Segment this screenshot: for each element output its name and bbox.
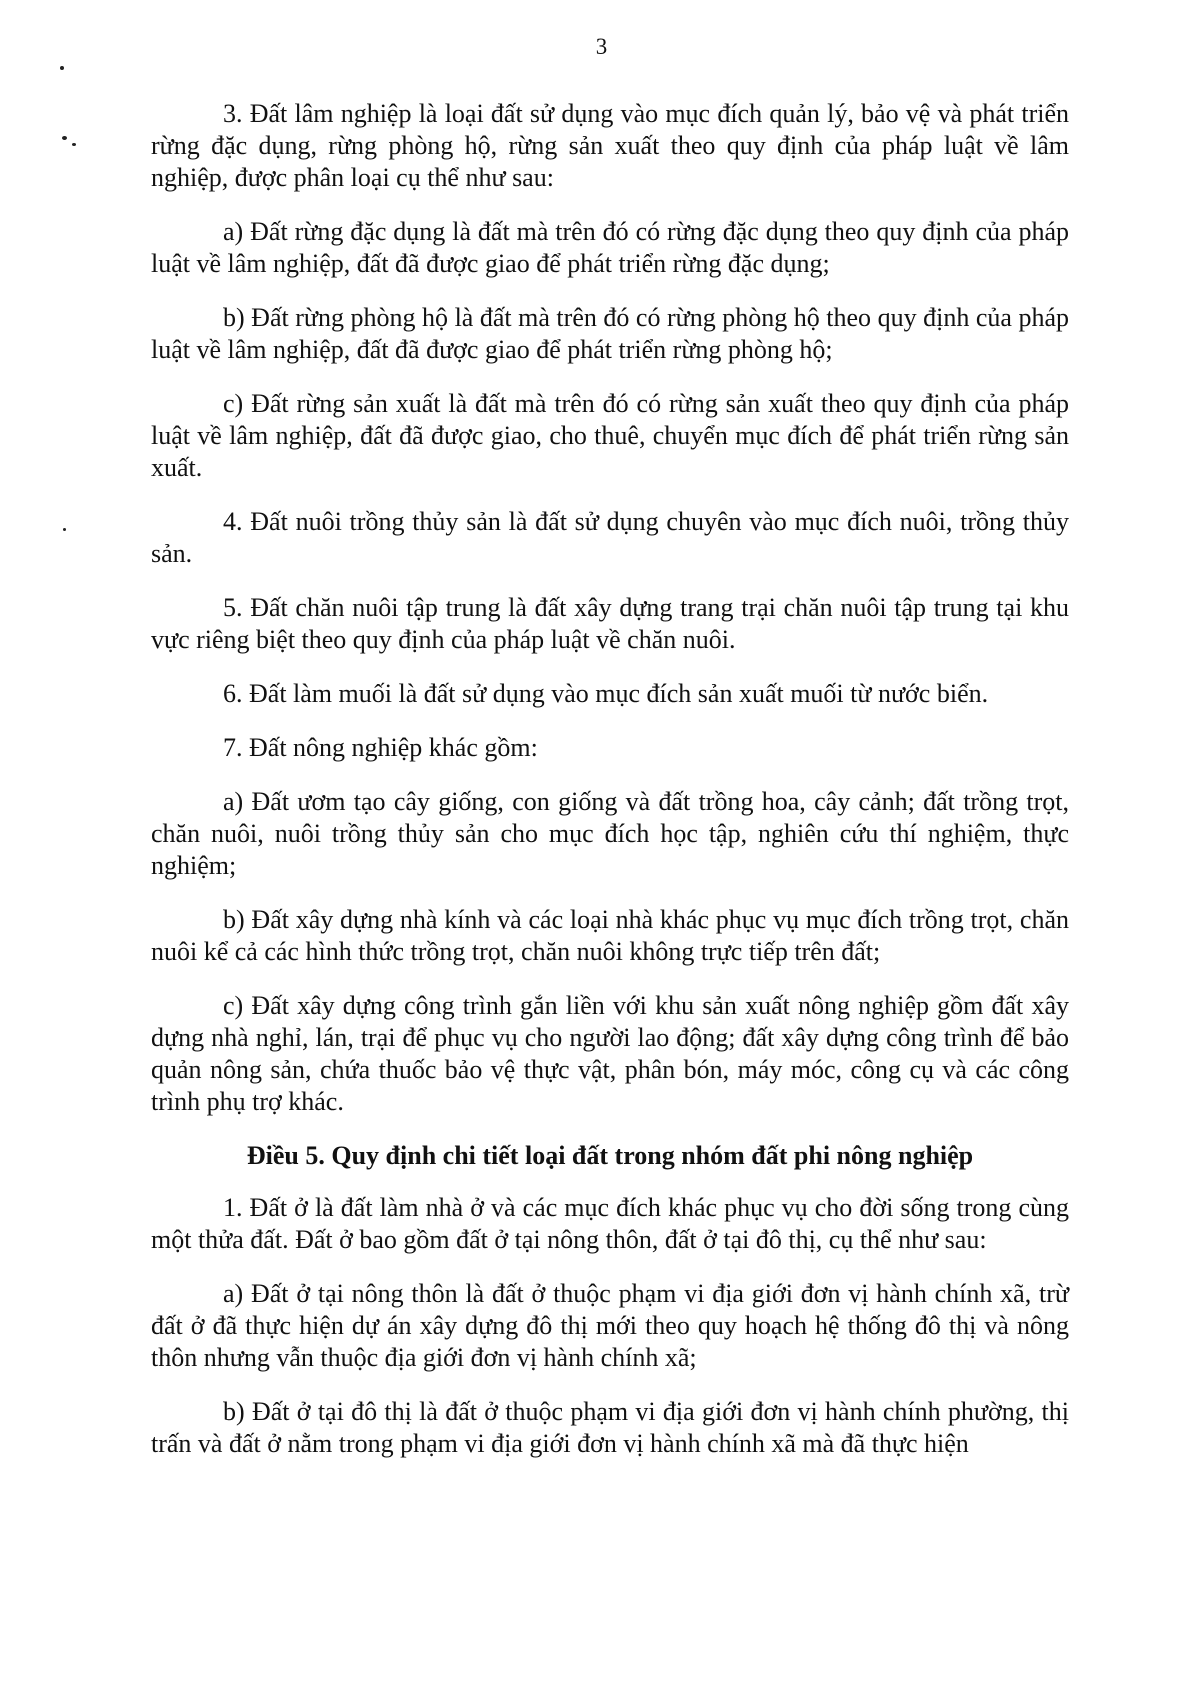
paragraph-article5-clause1: 1. Đất ở là đất làm nhà ở và các mục đích khác phục vụ cho đời sống trong cùng một thửa đất. Đất ở bao gồm đất ở tại nông thôn, đất ở tại đô thị, cụ thể như sau: (151, 1193, 1069, 1254)
paragraph-clause7-a: a) Đất ươm tạo cây giống, con giống và đất trồng hoa, cây cảnh; đất trồng trọt, chăn nuôi, nuôi trồng thủy sản cho mục đích học tập, nghiên cứu thí nghiệm, thực nghiệm; (151, 787, 1069, 880)
paragraph-article4-clause3: 3. Đất lâm nghiệp là loại đất sử dụng vào mục đích quản lý, bảo vệ và phát triển rừng đặc dụng, rừng phòng hộ, rừng sản xuất theo quy định của pháp luật về lâm nghiệp, được phân loại cụ thể như sau: (151, 99, 1069, 192)
paragraph-clause6: 6. Đất làm muối là đất sử dụng vào mục đích sản xuất muối từ nước biển. (223, 679, 989, 708)
article-heading: Điều 5. Quy định chi tiết loại đất trong nhóm đất phi nông nghiệp (246, 1141, 974, 1170)
paragraph-clause7-b: b) Đất xây dựng nhà kính và các loại nhà khác phục vụ mục đích trồng trọt, chăn nuôi kể cả các hình thức trồng trọt, chăn nuôi không trực tiếp trên đất; (151, 905, 1069, 966)
scan-speck (72, 143, 76, 146)
paragraph-clause3-b: b) Đất rừng phòng hộ là đất mà trên đó có rừng phòng hộ theo quy định của pháp luật về lâm nghiệp, đất đã được giao để phát triển rừng phòng hộ; (151, 303, 1069, 364)
scan-speck (60, 66, 64, 70)
paragraph-clause7: 7. Đất nông nghiệp khác gồm: (223, 733, 538, 762)
scan-speck (63, 528, 66, 531)
paragraph-clause7-c: c) Đất xây dựng công trình gắn liền với khu sản xuất nông nghiệp gồm đất xây dựng nhà nghỉ, lán, trại để phục vụ cho người lao động; đất xây dựng công trình để bảo quản nông sản, chứa thuốc bảo vệ thực vật, phân bón, máy móc, công cụ và các công trình phụ trợ khác. (151, 991, 1069, 1116)
paragraph-clause4: 4. Đất nuôi trồng thủy sản là đất sử dụng chuyên vào mục đích nuôi, trồng thủy sản. (151, 507, 1069, 568)
paragraph-clause5: 5. Đất chăn nuôi tập trung là đất xây dựng trang trại chăn nuôi tập trung tại khu vực riêng biệt theo quy định của pháp luật về chăn nuôi. (151, 593, 1069, 654)
paragraph-article5-clause1-b: b) Đất ở tại đô thị là đất ở thuộc phạm vi địa giới đơn vị hành chính phường, thị trấn và đất ở nằm trong phạm vi địa giới đơn vị hành chính xã mà đã thực hiện (151, 1397, 1069, 1458)
paragraph-clause3-c: c) Đất rừng sản xuất là đất mà trên đó có rừng sản xuất theo quy định của pháp luật về lâm nghiệp, đất đã được giao, cho thuê, chuyển mục đích để phát triển rừng sản xuất. (151, 389, 1069, 482)
document-body (151, 98, 1069, 1482)
paragraph-article5-clause1-a: a) Đất ở tại nông thôn là đất ở thuộc phạm vi địa giới đơn vị hành chính xã, trừ đất ở đã thực hiện dự án xây dựng đô thị mới theo quy hoạch hệ thống đô thị và nông thôn nhưng vẫn thuộc địa giới đơn vị hành chính xã; (151, 1279, 1069, 1372)
paragraph-clause3-a: a) Đất rừng đặc dụng là đất mà trên đó có rừng đặc dụng theo quy định của pháp luật về lâm nghiệp, đất đã được giao để phát triển rừng đặc dụng; (151, 217, 1069, 278)
scan-speck (62, 136, 67, 140)
page-number: 3 (595, 34, 608, 59)
